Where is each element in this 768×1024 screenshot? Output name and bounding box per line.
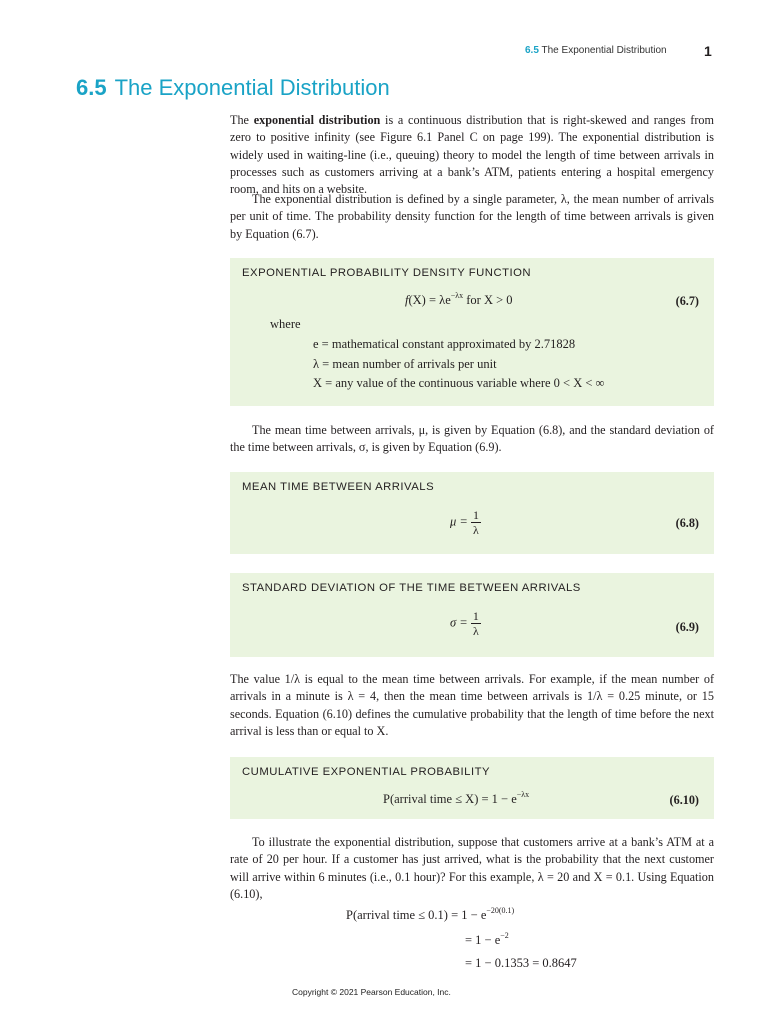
intro-p1-rest: is a continuous distribution that is right-skewed and ranges from zero to positive infinity (see Figure 6.1 Panel C on page 199). The exponential distribution is widely used in waiting-line (i.e., queuing) theory to model the length of time between arrivals in processes such as customers arriving at a bank’s ATM, patients entering a hospital emergency room, and hits on a website. (230, 113, 714, 197)
intro-p1-start: The (230, 113, 254, 127)
mean-equation-number: (6.8) (675, 516, 699, 530)
sd-box-title: STANDARD DEVIATION OF THE TIME BETWEEN ARRIVALS (242, 582, 581, 594)
copyright-footer: Copyright © 2021 Pearson Education, Inc. (292, 987, 451, 997)
calc-line-2 (465, 933, 509, 948)
pdf-eq-exponent: −λx (450, 291, 464, 300)
sd-eq-lhs: σ = (450, 615, 468, 630)
pdf-eq-mid: (X) = λe (408, 293, 451, 307)
calc-line-1-exponent: −20(0.1) (486, 906, 515, 915)
calc-line-2-exponent: −2 (500, 931, 509, 940)
sd-box (230, 573, 714, 657)
pdf-box (230, 258, 714, 406)
calc-line-3: = 1 − 0.1353 = 0.8647 (465, 956, 577, 970)
pdf-eq-tail: for X > 0 (463, 293, 513, 307)
sd-numerator: 1 (472, 609, 479, 623)
running-head-title: The Exponential Distribution (541, 45, 667, 56)
cumulative-eq-main: P(arrival time ≤ X) = 1 − e (383, 792, 517, 806)
cumulative-equation-number: (6.10) (669, 793, 699, 807)
intro-term: exponential distribution (253, 113, 381, 127)
pdf-equation (405, 293, 513, 308)
value-paragraph: The value 1/λ is equal to the mean time between arrivals. For example, if the mean number of arrivals in a minute is λ = 4, then the mean time between arrivals is 1/λ = 0.25 minute, or 15 seconds. Equation (6.10) defines the cumulative probability that the length of time before the next arrival is less than or equal to X. (230, 672, 714, 738)
mean-eq-lhs: μ = (450, 514, 468, 529)
sd-denominator: λ (472, 624, 479, 638)
mean-sd-paragraph: The mean time between arrivals, μ, is given by Equation (6.8), and the standard deviation of the time between arrivals, σ, is given by Equation (6.9). (230, 423, 714, 455)
intro-paragraph-1 (230, 112, 714, 198)
section-heading-number: 6.5 (76, 75, 107, 100)
calc-line-1-main: P(arrival time ≤ 0.1) = 1 − e (346, 908, 487, 922)
sd-fraction (471, 609, 481, 638)
pdf-box-title: EXPONENTIAL PROBABILITY DENSITY FUNCTION (242, 267, 532, 279)
mean-equation (450, 508, 481, 537)
calc-line-2-main: = 1 − e (465, 933, 501, 947)
pdf-def-lambda: λ = mean number of arrivals per unit (313, 357, 497, 371)
pdf-eq-f: f (405, 293, 409, 307)
calc-line-1 (346, 908, 514, 923)
sd-equation (450, 609, 481, 638)
pdf-def-e: e = mathematical constant approximated by 2.71828 (313, 337, 576, 351)
mean-box-title: MEAN TIME BETWEEN ARRIVALS (242, 481, 435, 493)
section-heading (76, 75, 390, 101)
cumulative-box-title: CUMULATIVE EXPONENTIAL PROBABILITY (242, 766, 491, 778)
example-paragraph: To illustrate the exponential distribution, suppose that customers arrive at a bank’s ATM at a rate of 20 per hour. If a customer has just arrived, what is the probability that the next customer will arrive within 6 minutes (i.e., 0.1 hour)? For this example, λ = 20 and X = 0.1. Using Equation (6.10), (230, 835, 714, 901)
pdf-equation-number: (6.7) (675, 294, 699, 308)
section-heading-title: The Exponential Distribution (114, 75, 390, 100)
running-head-section-number: 6.5 (525, 45, 539, 56)
mean-numerator: 1 (472, 508, 479, 522)
cumulative-equation (383, 792, 529, 807)
cumulative-eq-exponent: −λx (516, 790, 530, 799)
mean-box (230, 472, 714, 554)
running-head (525, 45, 685, 56)
pdf-where: where (270, 317, 301, 331)
intro-paragraph-2: The exponential distribution is defined by a single parameter, λ, the mean number of arrivals per unit of time. The probability density function for the length of time between arrivals is given by Equation (6.7). (230, 192, 714, 241)
sd-equation-number: (6.9) (675, 620, 699, 634)
mean-fraction (471, 508, 481, 537)
cumulative-box (230, 757, 714, 819)
mean-denominator: λ (473, 523, 479, 537)
page-number: 1 (704, 43, 712, 59)
pdf-def-x: X = any value of the continuous variable where 0 < X < ∞ (313, 376, 605, 390)
